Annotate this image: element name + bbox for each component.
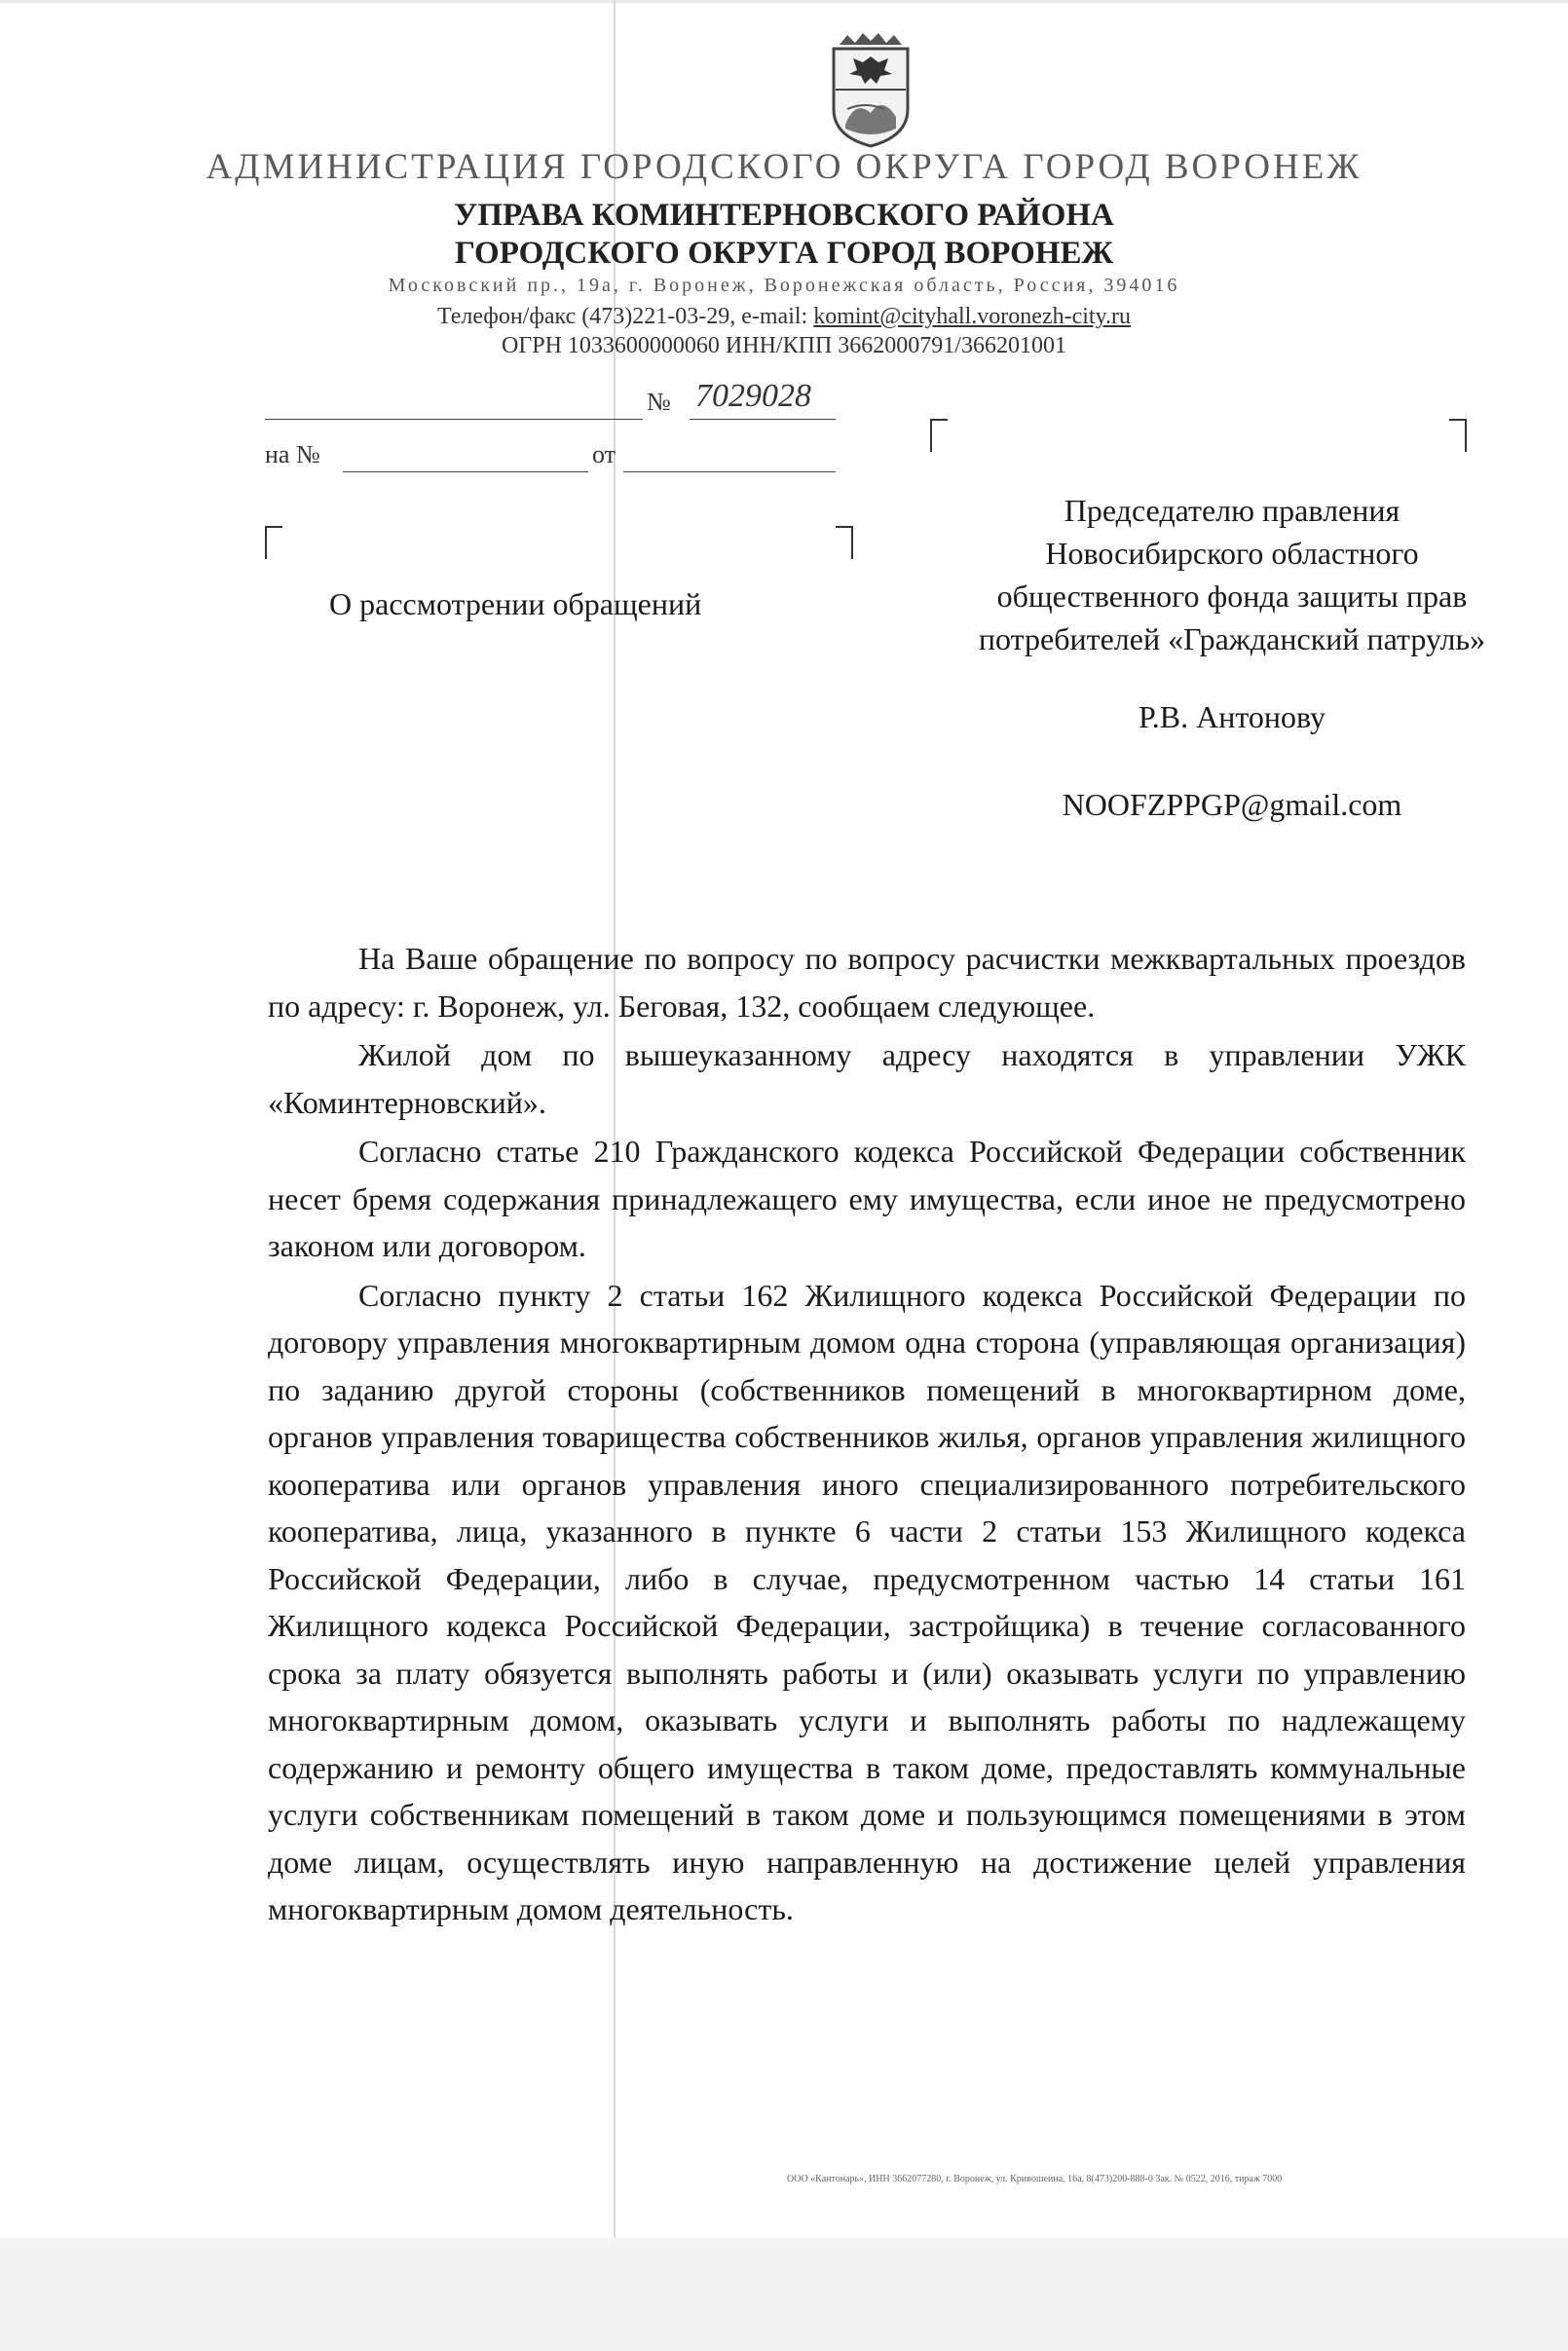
printer-imprint: ООО «Кантонарь», ИНН 3662077280, г. Воронеж, ул. Кривошеина, 16а, 8(473)200-888-0 Зак. № 0522, 2016, тираж 7000 (787, 2174, 1283, 2184)
ref-date-label: от (592, 440, 616, 468)
addressee-line: общественного фонда защиты прав (996, 578, 1468, 614)
addressee-line: Председателю правления (1064, 493, 1400, 528)
admin-heading: АДМИНИСТРАЦИЯ ГОРОДСКОГО ОКРУГА ГОРОД ВОРОНЕЖ (205, 147, 1363, 187)
number-field-line (690, 419, 836, 420)
postal-address: Московский пр., 19а, г. Воронеж, Воронежская область, Россия, 394016 (388, 275, 1180, 296)
date-field-line (265, 419, 643, 420)
phone-fax: Телефон/факс (473)221-03-29, e-mail: (436, 304, 814, 329)
email-link[interactable]: komint@cityhall.voronezh-city.ru (813, 304, 1132, 329)
page-top-edge (0, 0, 1568, 3)
ref-number-label: на № (265, 440, 320, 468)
ref-date-line (623, 471, 836, 472)
subject-corner-right (836, 526, 853, 559)
department-heading-line1: УПРАВА КОМИНТЕРНОВСКОГО РАЙОНА (454, 198, 1114, 233)
body-paragraph: Согласно статье 210 Гражданского кодекса Российской Федерации собственник несет бремя содержания принадлежащего ему имущества, если иное не предусмотрено законом или договором. (268, 1134, 1466, 1263)
ref-number-line (343, 471, 588, 472)
recipient-name: Р.В. Антонову (1138, 699, 1326, 734)
letter-body (268, 935, 1466, 1935)
letter-subject: О рассмотрении обращений (329, 586, 702, 621)
addressee-corner-right (1449, 419, 1467, 452)
addressee-line: Новосибирского областного (1045, 536, 1419, 571)
subject-corner-left (265, 526, 282, 559)
scan-bottom-margin (0, 2238, 1568, 2351)
body-paragraph: На Ваше обращение по вопросу по вопросу расчистки межквартальных проездов по адресу: г. Воронеж, ул. Беговая, 132, сообщаем следующее. (268, 941, 1466, 1024)
number-sign: № (647, 388, 671, 416)
outgoing-number: 7029028 (695, 378, 811, 414)
coat-of-arms-icon (826, 31, 915, 148)
addressee-line: потребителей «Гражданский патруль» (978, 621, 1486, 656)
recipient-email[interactable]: NOOFZPPGP@gmail.com (1062, 787, 1402, 822)
ogrn-inn-line: ОГРН 1033600000060 ИНН/КПП 3662000791/366201001 (502, 333, 1066, 358)
addressee-block (857, 489, 1568, 660)
body-paragraph: Согласно пункту 2 статьи 162 Жилищного кодекса Российской Федерации по договору управления многоквартирным домом одна сторона (управляющая организация) по заданию другой стороны (собственников помещений в многоквартирном доме, органов управления товарищества собственников жилья, органов управления жилищного кооператива или органов управления иного специализированного потребительского кооператива, лица, указанного в пункте 6 части 2 статьи 153 Жилищного кодекса Российской Федерации, либо в случае, предусмотренном частью 14 статьи 161 Жилищного кодекса Российской Федерации, застройщика) в течение согласованного срока за плату обязуется выполнять работы и (или) оказывать услуги по управлению многоквартирным домом, оказывать услуги и выполнять работы по надлежащему содержанию и ремонту общего имущества в таком доме, предоставлять коммунальные услуги собственникам помещений в таком доме и пользующимся помещениями в этом доме лицам, осуществлять иную направленную на достижение целей управления многоквартирным домом деятельность. (268, 1277, 1466, 1926)
addressee-corner-left (930, 419, 948, 452)
department-heading-line2: ГОРОДСКОГО ОКРУГА ГОРОД ВОРОНЕЖ (454, 236, 1114, 271)
contact-line (0, 304, 1568, 330)
body-paragraph: Жилой дом по вышеуказанному адресу находятся в управлении УЖК «Коминтерновский». (268, 1037, 1466, 1120)
